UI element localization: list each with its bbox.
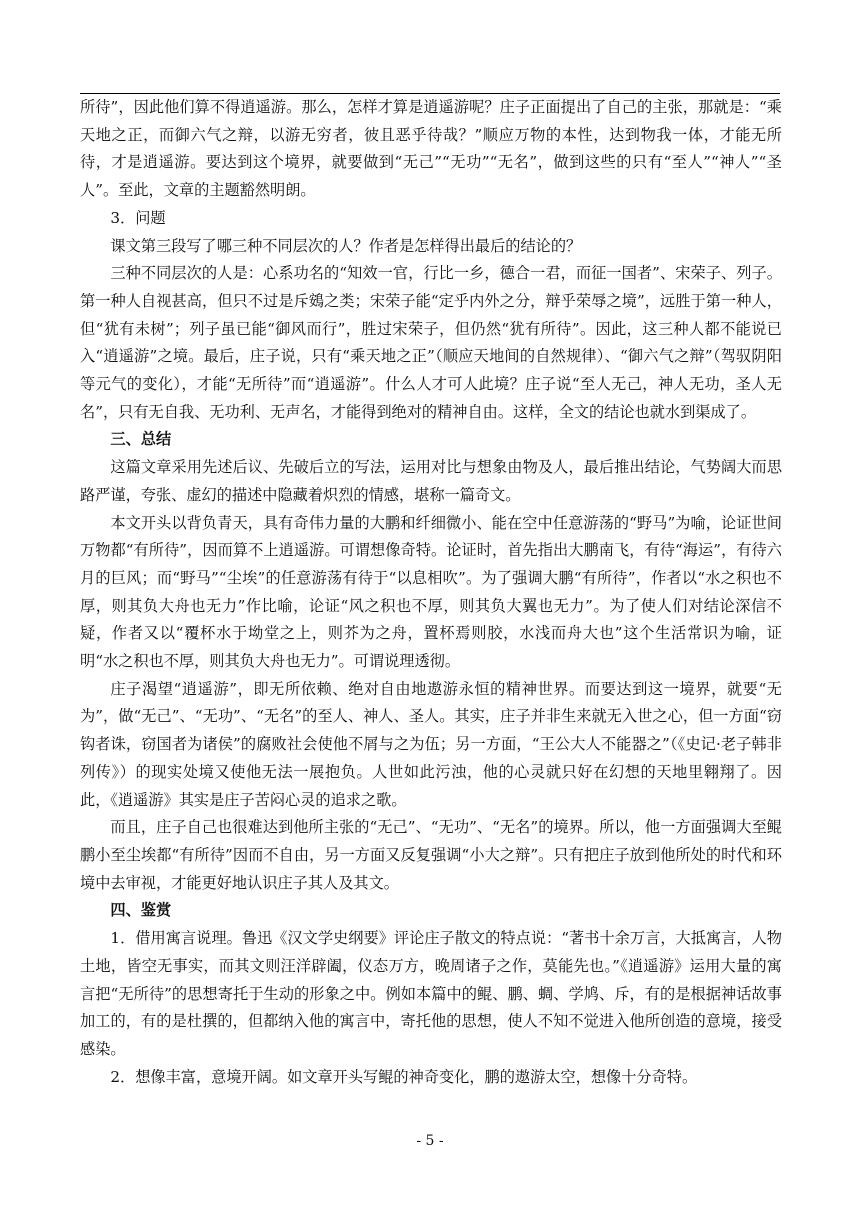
page-number: - 5 - — [416, 1133, 444, 1149]
paragraph-continuation: 所待”，因此他们算不得逍遥游。那么，怎样才算是逍遥游呢？庄子正面提出了自己的主张，那就是：“乘天地之正，而御六气之辩，以游无穷者，彼且恶乎待哉？”顺应万物的本性，达到物我一体，才能无所待，才是逍遥游。要达到这个境界，就要做到“无己”“无功”“无名”，做到这些的只有“至人”“神人”“圣人”。至此，文章的主题豁然明朗。 — [80, 98, 782, 200]
summary-paragraph-3: 庄子渴望“逍遥游”，即无所依赖、绝对自由地遨游永恒的精神世界。而要达到这一境界，就要“无为”，做“无己”、“无功”、“无名”的至人、神人、圣人。其实，庄子并非生来就无入世之心，但一方面“窃钩者诛，窃国者为诸侯”的腐败社会使他不屑与之为伍；另一方面，“王公大人不能器之”（《史记·老子韩非列传》）的现实处境又使他无法一展抱负。人世如此污浊，他的心灵就只好在幻想的天地里翱翔了。因此，《逍遥游》其实是庄子苦闷心灵的追求之歌。 — [80, 679, 782, 809]
item-3-title: 3．问题 — [110, 208, 166, 227]
summary-paragraph-1: 这篇文章采用先述后议、先破后立的写法，运用对比与想象由物及人，最后推出结论，气势阔大而思路严谨，夸张、虚幻的描述中隐藏着炽烈的情感，堪称一篇奇文。 — [80, 458, 782, 504]
appreciation-item-2: 2．想像丰富，意境开阔。如文章开头写鲲的神奇变化，鹏的遨游太空，想像十分奇特。 — [110, 1067, 698, 1086]
summary-paragraph-2: 本文开头以背负青天，具有奇伟力量的大鹏和纤细微小、能在空中任意游荡的“野马”为喻，论证世间万物都“有所待”，因而算不上逍遥游。可谓想像奇特。论证时，首先指出大鹏南飞，有待“海运”，有待六月的巨风；而“野马”“尘埃”的任意游荡有待于“以息相吹”。为了强调大鹏“有所待”，作者以“水之积也不厚，则其负大舟也无力”作比喻，论证“风之积也不厚，则其负大翼也无力”。为了使人们对结论深信不疑，作者又以“覆杯水于坳堂之上，则芥为之舟，置杯焉则胶，水浅而舟大也”这个生活常识为喻，证明“水之积也不厚，则其负大舟也无力”。可谓说理透彻。 — [80, 513, 782, 671]
body-text — [80, 94, 782, 1091]
summary-paragraph-4: 而且，庄子自己也很难达到他所主张的“无己”、“无功”、“无名”的境界。所以，他一方面强调大至鲲鹏小至尘埃都“有所待”因而不自由，另一方面又反复强调“小大之辩”。只有把庄子放到他所处的时代和环境中去审视，才能更好地认识庄子其人及其文。 — [80, 818, 782, 892]
section-heading-summary: 三、总结 — [110, 430, 172, 449]
question-text: 课文第三段写了哪三种不同层次的人？作者是怎样得出最后的结论的？ — [110, 236, 582, 255]
answer-paragraph: 三种不同层次的人是：心系功名的“知效一官，行比一乡，德合一君，而征一国者”、宋荣子、列子。第一种人自视甚高，但只不过是斥鴳之类；宋荣子能“定乎内外之分，辩乎荣辱之境”，远胜于第一种人，但“犹有未树”；列子虽已能“御风而行”，胜过宋荣子，但仍然“犹有所待”。因此，这三种人都不能说已入“逍遥游”之境。最后，庄子说，只有“乘天地之正”（顺应天地间的自然规律）、“御六气之辩”（驾驭阴阳等元气的变化），才能“无所待”而“逍遥游”。什么人才可人此境？庄子说“至人无己，神人无功，圣人无名”，只有无自我、无功利、无声名，才能得到绝对的精神自由。这样，全文的结论也就水到渠成了。 — [80, 264, 782, 421]
appreciation-item-1: 1．借用寓言说理。鲁迅《汉文学史纲要》评论庄子散文的特点说：“著书十余万言，大抵寓言，人物土地，皆空无事实，而其文则汪洋辟阖，仪态万方，晚周诸子之作，莫能先也。”《逍遥游》运用大量的寓言把“无所待”的思想寄托于生动的形象之中。例如本篇中的鲲、鹏、蜩、学鸠、斥，有的是根据神话故事加工的，有的是杜撰的，但都纳入他的寓言中，寄托他的思想，使人不知不觉进入他所创造的意境，接受感染。 — [80, 929, 782, 1058]
section-heading-appreciation: 四、鉴赏 — [110, 901, 172, 920]
